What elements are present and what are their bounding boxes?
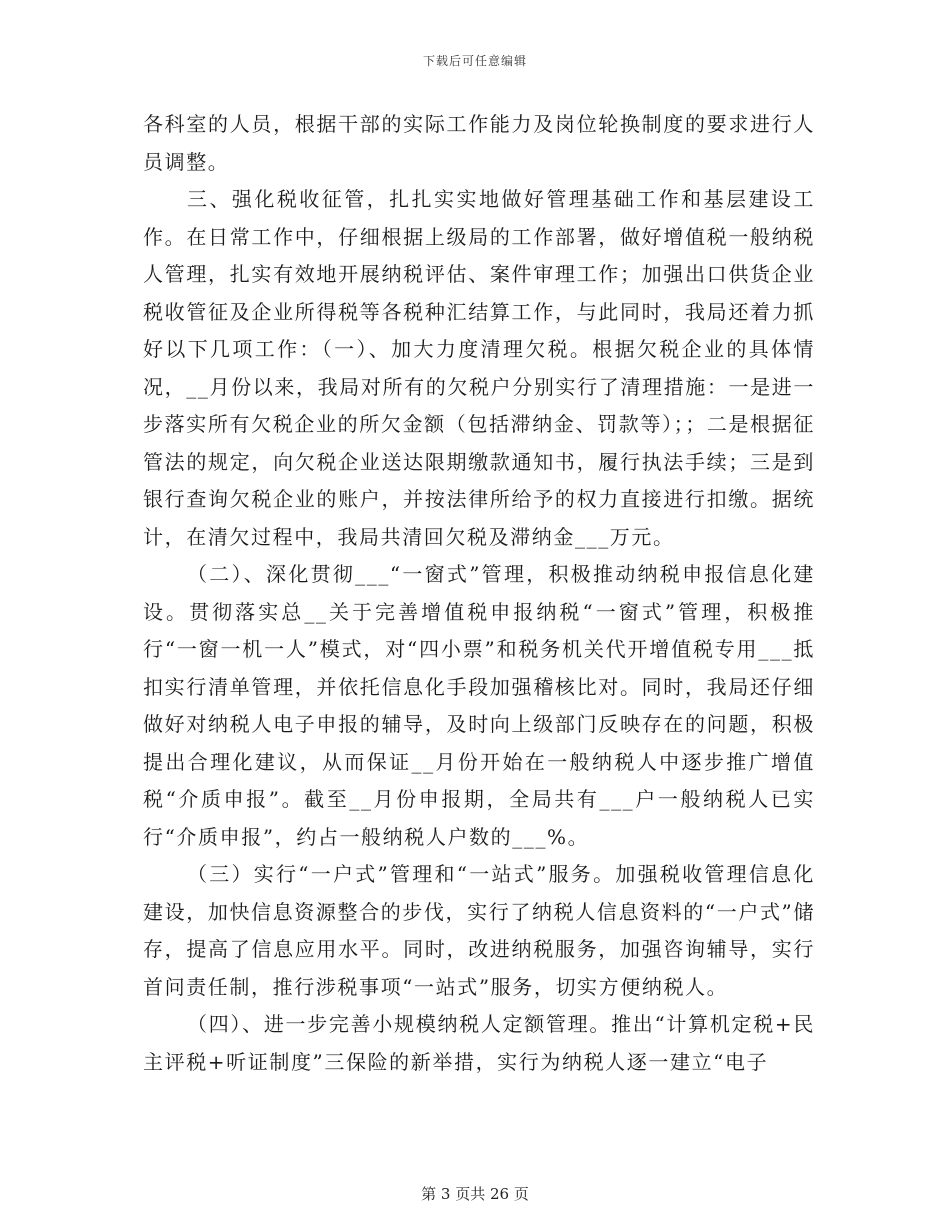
paragraph-item-two: （二）、深化贯彻___“一窗式”管理，积极推动纳税申报信息化建设。贯彻落实总__关于完善增值税申报纳税“一窗式”管理，积极推行“一窗一机一人”模式，对“四小票”和税务机关代开增值税专用___抵扣实行清单管理，并依托信息化手段加强稽核比对。同时，我局还仔细做好对纳税人电子申报的辅导，及时向上级部门反映存在的问题，积极提出合理化建议，从而保证__月份开始在一般纳税人中逐步推广增值税“介质申报”。截至__月份申报期，全局共有___户一般纳税人已实行“介质申报”，约占一般纳税人户数的___%。 (143, 562, 815, 849)
page-number-footer: 第 3 页共 26 页 (421, 1185, 529, 1203)
paragraph-section-three: 三、强化税收征管，扎扎实实地做好管理基础工作和基层建设工作。在日常工作中，仔细根据上级局的工作部署，做好增值税一般纳税人管理，扎实有效地开展纳税评估、案件审理工作；加强出口供货企业税收管征及企业所得税等各税种汇结算工作，与此同时，我局还着力抓好以下几项工作：（一）、加大力度清理欠税。根据欠税企业的具体情况，__月份以来，我局对所有的欠税户分别实行了清理措施：一是进一步落实所有欠税企业的所欠金额（包括滞纳金、罚款等）；；二是根据征管法的规定，向欠税企业送达限期缴款通知书，履行执法手续；三是到银行查询欠税企业的账户，并按法律所给予的权力直接进行扣缴。据统计，在清欠过程中，我局共清回欠税及滞纳金___万元。 (143, 187, 815, 549)
paragraph-item-three: （三）实行“一户式”管理和“一站式”服务。加强税收管理信息化建设，加快信息资源整合的步伐，实行了纳税人信息资料的“一户式”储存，提高了信息应用水平。同时，改进纳税服务，加强咨询辅导，实行首问责任制，推行涉税事项“一站式”服务，切实方便纳税人。 (143, 862, 815, 999)
document-body (143, 106, 815, 1081)
paragraph-continuation: 各科室的人员，根据干部的实际工作能力及岗位轮换制度的要求进行人员调整。 (143, 112, 815, 174)
paragraph-item-four: （四）、进一步完善小规模纳税人定额管理。推出“计算机定税+民主评税+听证制度”三保险的新举措，实行为纳税人逐一建立“电子 (143, 1012, 815, 1074)
page-header-note: 下载后可任意编辑 (422, 54, 527, 68)
